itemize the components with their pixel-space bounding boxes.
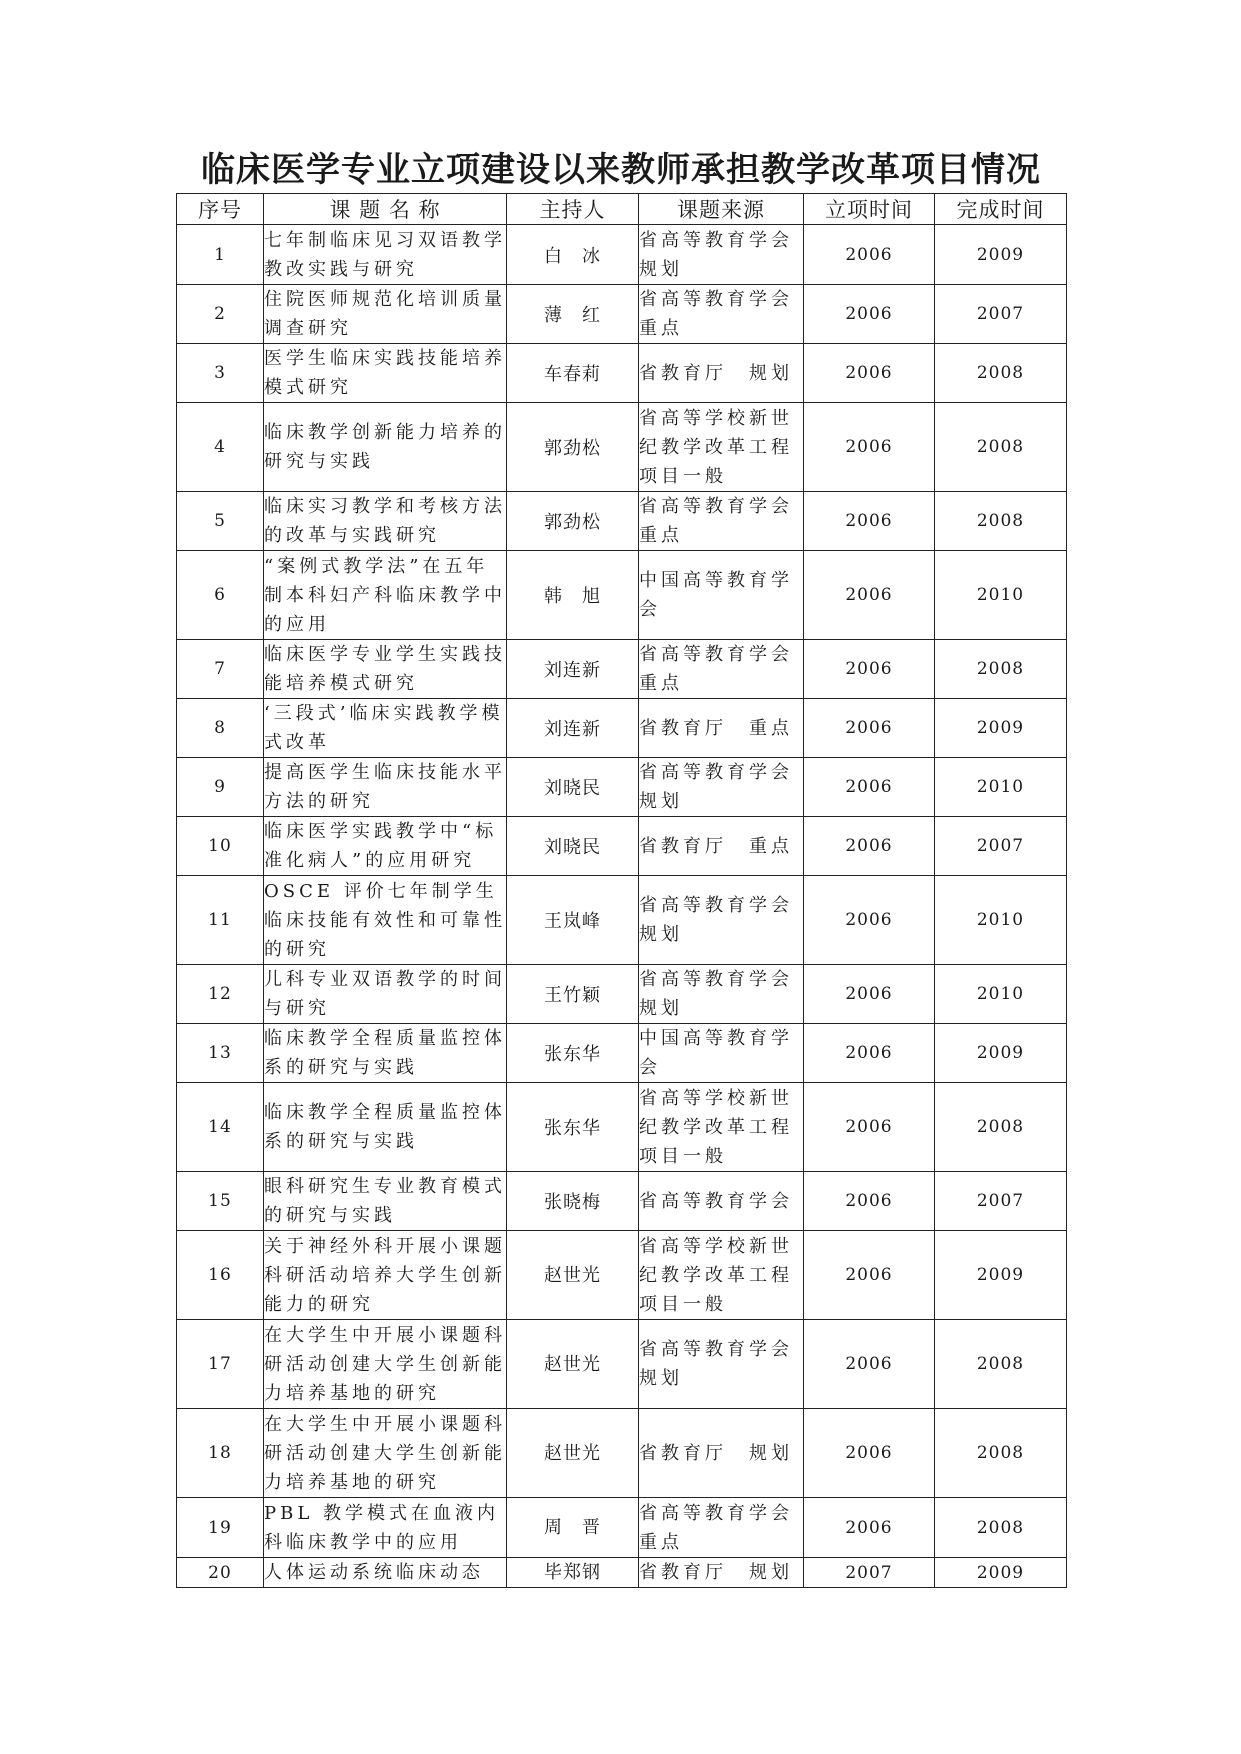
cell-name: 临床教学全程质量监控体系的研究与实践 [264,1024,507,1083]
cell-source: 省教育厅 规划 [639,1409,804,1498]
cell-end-year: 2008 [935,1083,1067,1172]
table-row [177,758,1067,817]
cell-end-year: 2008 [935,403,1067,492]
table-row [177,1409,1067,1498]
cell-end-year: 2008 [935,1409,1067,1498]
cell-no: 14 [177,1083,264,1172]
cell-leader: 赵世光 [507,1231,639,1320]
cell-end-year: 2010 [935,758,1067,817]
cell-leader: 周 晋 [507,1498,639,1558]
cell-leader: 张东华 [507,1024,639,1083]
cell-end-year: 2009 [935,1024,1067,1083]
cell-end-year: 2009 [935,1231,1067,1320]
cell-leader: 赵世光 [507,1409,639,1498]
cell-source: 省高等教育学会重点 [639,1498,804,1558]
cell-no: 3 [177,344,264,403]
cell-no: 1 [177,225,264,285]
table-row [177,1558,1067,1588]
table-row [177,640,1067,699]
cell-name: ‘三段式’临床实践教学模式改革 [264,699,507,758]
cell-name: 在大学生中开展小课题科研活动创建大学生创新能力培养基地的研究 [264,1409,507,1498]
header-source: 课题来源 [639,194,804,225]
cell-source: 省高等教育学会重点 [639,492,804,551]
table-header-row [177,194,1067,225]
cell-no: 2 [177,285,264,344]
cell-leader: 刘连新 [507,699,639,758]
table-row [177,1083,1067,1172]
header-start-year: 立项时间 [804,194,935,225]
cell-start-year: 2006 [804,1024,935,1083]
cell-leader: 王竹颖 [507,965,639,1024]
cell-source: 省高等教育学会重点 [639,285,804,344]
cell-source: 省教育厅 重点 [639,699,804,758]
cell-end-year: 2010 [935,876,1067,965]
cell-start-year: 2006 [804,285,935,344]
cell-leader: 韩 旭 [507,551,639,640]
cell-source: 省教育厅 规划 [639,1558,804,1588]
cell-name: 临床教学创新能力培养的研究与实践 [264,403,507,492]
header-end-year: 完成时间 [935,194,1067,225]
cell-start-year: 2006 [804,965,935,1024]
cell-source: 省高等教育学会规划 [639,758,804,817]
cell-start-year: 2006 [804,551,935,640]
cell-name: 眼科研究生专业教育模式的研究与实践 [264,1172,507,1231]
cell-no: 6 [177,551,264,640]
cell-leader: 薄 红 [507,285,639,344]
cell-start-year: 2006 [804,876,935,965]
cell-name: PBL 教学模式在血液内科临床教学中的应用 [264,1498,507,1558]
cell-source: 中国高等教育学会 [639,1024,804,1083]
cell-no: 15 [177,1172,264,1231]
cell-source: 省高等教育学会规划 [639,1320,804,1409]
cell-leader: 张东华 [507,1083,639,1172]
cell-name: 临床医学专业学生实践技能培养模式研究 [264,640,507,699]
cell-leader: 郭劲松 [507,492,639,551]
cell-end-year: 2009 [935,699,1067,758]
table-row [177,965,1067,1024]
cell-end-year: 2008 [935,344,1067,403]
cell-name: OSCE 评价七年制学生临床技能有效性和可靠性的研究 [264,876,507,965]
cell-start-year: 2006 [804,817,935,876]
cell-start-year: 2006 [804,1172,935,1231]
cell-end-year: 2007 [935,285,1067,344]
cell-source: 省高等学校新世纪教学改革工程项目一般 [639,403,804,492]
page-title: 临床医学专业立项建设以来教师承担教学改革项目情况 [201,150,1041,190]
cell-leader: 赵世光 [507,1320,639,1409]
cell-start-year: 2006 [804,1231,935,1320]
cell-end-year: 2007 [935,817,1067,876]
table-row [177,492,1067,551]
cell-no: 4 [177,403,264,492]
cell-source: 省高等学校新世纪教学改革工程项目一般 [639,1231,804,1320]
cell-source: 省高等教育学会 [639,1172,804,1231]
cell-leader: 毕郑钢 [507,1558,639,1588]
cell-end-year: 2009 [935,225,1067,285]
cell-end-year: 2008 [935,1320,1067,1409]
cell-start-year: 2006 [804,640,935,699]
cell-no: 13 [177,1024,264,1083]
cell-leader: 张晓梅 [507,1172,639,1231]
table-row [177,403,1067,492]
cell-leader: 刘晓民 [507,817,639,876]
cell-source: 省高等教育学会规划 [639,965,804,1024]
projects-table [176,193,1067,1588]
cell-name: 七年制临床见习双语教学教改实践与研究 [264,225,507,285]
cell-end-year: 2008 [935,1498,1067,1558]
cell-name: 人体运动系统临床动态 [264,1558,507,1588]
cell-no: 16 [177,1231,264,1320]
cell-end-year: 2007 [935,1172,1067,1231]
cell-start-year: 2006 [804,1498,935,1558]
cell-source: 省教育厅 重点 [639,817,804,876]
cell-source: 中国高等教育学会 [639,551,804,640]
cell-leader: 车春莉 [507,344,639,403]
cell-start-year: 2006 [804,492,935,551]
cell-source: 省高等教育学会重点 [639,640,804,699]
cell-leader: 刘晓民 [507,758,639,817]
table-row [177,1498,1067,1558]
cell-source: 省高等学校新世纪教学改革工程项目一般 [639,1083,804,1172]
cell-end-year: 2010 [935,965,1067,1024]
cell-source: 省高等教育学会规划 [639,876,804,965]
cell-leader: 郭劲松 [507,403,639,492]
cell-start-year: 2007 [804,1558,935,1588]
cell-no: 5 [177,492,264,551]
table-row [177,1231,1067,1320]
table-row [177,285,1067,344]
header-name: 课 题 名 称 [264,194,507,225]
header-leader: 主持人 [507,194,639,225]
cell-end-year: 2008 [935,492,1067,551]
cell-no: 18 [177,1409,264,1498]
cell-leader: 刘连新 [507,640,639,699]
cell-start-year: 2006 [804,758,935,817]
cell-leader: 王岚峰 [507,876,639,965]
cell-name: 住院医师规范化培训质量调查研究 [264,285,507,344]
cell-start-year: 2006 [804,1320,935,1409]
cell-no: 8 [177,699,264,758]
cell-start-year: 2006 [804,699,935,758]
cell-no: 7 [177,640,264,699]
table-row [177,1024,1067,1083]
cell-source: 省高等教育学会规划 [639,225,804,285]
cell-name: 医学生临床实践技能培养模式研究 [264,344,507,403]
cell-no: 19 [177,1498,264,1558]
cell-start-year: 2006 [804,403,935,492]
cell-name: 临床教学全程质量监控体系的研究与实践 [264,1083,507,1172]
cell-name: 临床实习教学和考核方法的改革与实践研究 [264,492,507,551]
cell-no: 11 [177,876,264,965]
cell-name: 提高医学生临床技能水平方法的研究 [264,758,507,817]
cell-no: 20 [177,1558,264,1588]
cell-no: 17 [177,1320,264,1409]
cell-start-year: 2006 [804,344,935,403]
table-row [177,551,1067,640]
cell-start-year: 2006 [804,225,935,285]
table-row [177,817,1067,876]
table-row [177,344,1067,403]
cell-start-year: 2006 [804,1409,935,1498]
cell-name: 儿科专业双语教学的时间与研究 [264,965,507,1024]
cell-no: 9 [177,758,264,817]
cell-no: 12 [177,965,264,1024]
cell-end-year: 2008 [935,640,1067,699]
cell-end-year: 2010 [935,551,1067,640]
table-row [177,876,1067,965]
cell-leader: 白 冰 [507,225,639,285]
cell-source: 省教育厅 规划 [639,344,804,403]
cell-name: 关于神经外科开展小课题科研活动培养大学生创新能力的研究 [264,1231,507,1320]
cell-end-year: 2009 [935,1558,1067,1588]
table-row [177,1172,1067,1231]
table-row [177,225,1067,285]
table-row [177,699,1067,758]
table-row [177,1320,1067,1409]
cell-name: “案例式教学法”在五年制本科妇产科临床教学中的应用 [264,551,507,640]
cell-start-year: 2006 [804,1083,935,1172]
cell-name: 在大学生中开展小课题科研活动创建大学生创新能力培养基地的研究 [264,1320,507,1409]
cell-name: 临床医学实践教学中“标准化病人”的应用研究 [264,817,507,876]
cell-no: 10 [177,817,264,876]
header-no: 序号 [177,194,264,225]
